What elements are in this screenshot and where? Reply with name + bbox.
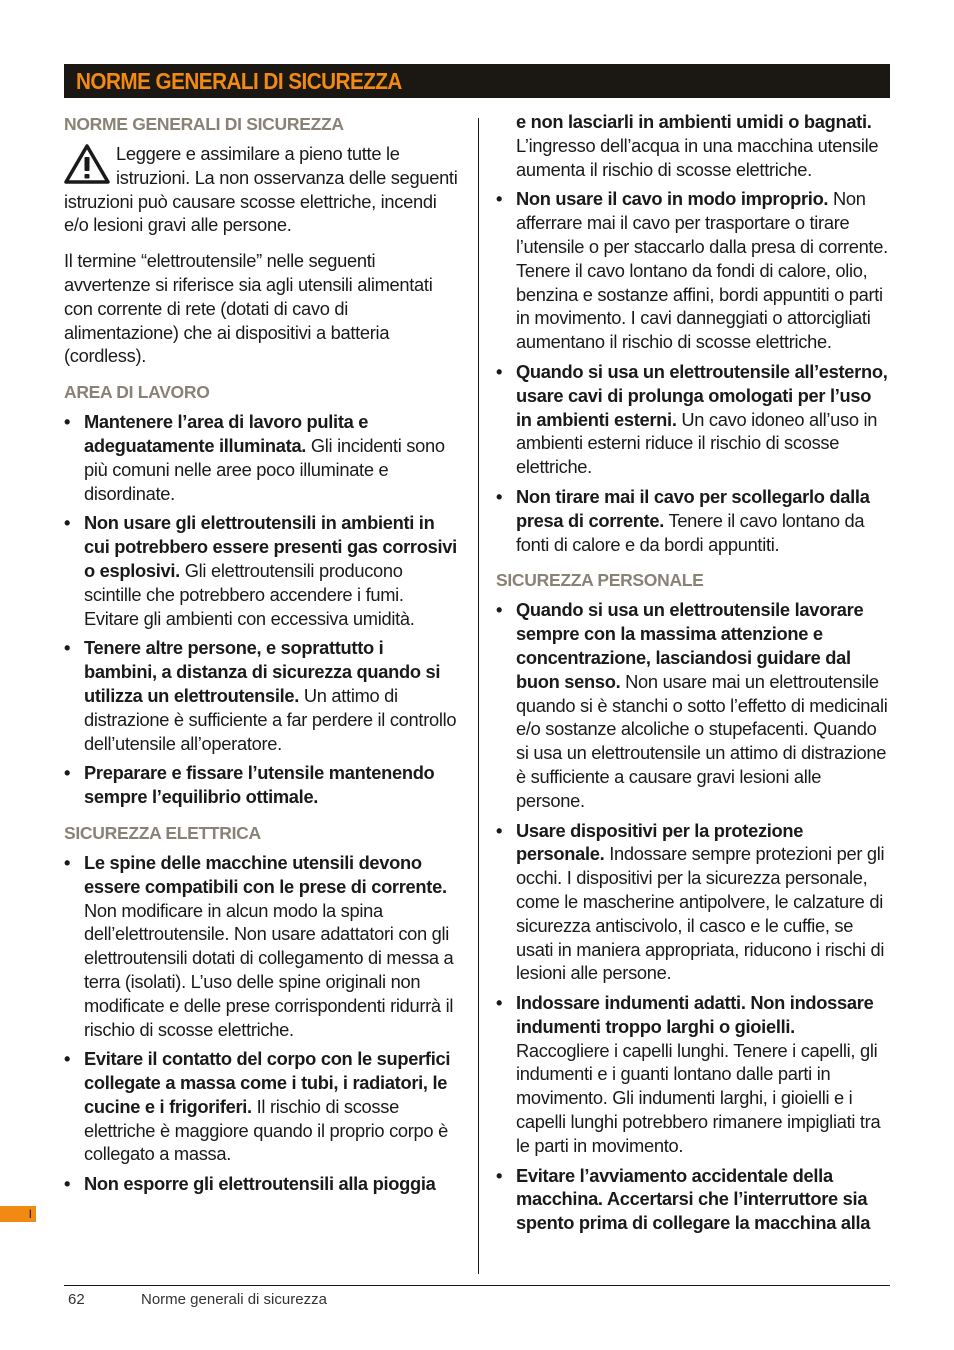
list-item — [64, 851, 458, 1041]
bullet-icon: • — [496, 188, 503, 210]
footer-rule — [64, 1285, 890, 1286]
definition-paragraph: Il termine “elettroutensile” nelle seguenti avvertenze si riferisce sia agli utensili alimentati con corrente di rete (dotati di cavo di alimentazione) che ai dispositivi a batteria (cordless). — [64, 250, 433, 367]
item-bold: Evitare l’avviamento accidentale della macchina. Accertarsi che l’interruttore sia spento prima di collegare la macchina alla — [516, 1164, 871, 1234]
list-item — [496, 598, 888, 812]
section-heading-electrical: SICUREZZA ELETTRICA — [64, 822, 261, 843]
bullet-icon: • — [64, 1048, 71, 1070]
item-bold: Indossare indumenti adatti. Non indossare indumenti troppo larghi o gioielli. — [516, 992, 874, 1037]
footer-section-title: Norme generali di sicurezza — [141, 1291, 327, 1308]
list-item — [496, 819, 888, 986]
bullet-icon: • — [64, 637, 71, 659]
item-bold: Quando si usa un elettroutensile lavorare sempre con la massima attenzione e concentrazione, lasciandosi guidare dal buon senso. — [516, 599, 864, 692]
list-item — [64, 636, 458, 755]
list-item — [496, 1164, 888, 1235]
bullet-icon: • — [64, 762, 71, 784]
bullet-icon: • — [64, 512, 71, 534]
item-text: Non afferrare mai il cavo per trasportare o tirare l’utensile o per staccarlo dalla presa di corrente. Tenere il cavo lontano da fondi di calore, olio, benzina e sostanze affini, bordi appuntiti o parti in movimento. I cavi danneggiati o attorcigliati aumentano il rischio di scosse elettriche. — [516, 188, 888, 353]
item-bold: Usare dispositivi per la protezione personale. — [516, 819, 804, 865]
item-text: Non modificare in alcun modo la spina dell’elettroutensile. Non usare adattatori con gli elettroutensili dotati di collegamento di messa a terra (isolati). L’uso delle spine originali non modificate e delle prese corrispondenti ridurrà il rischio di scosse elettriche. — [84, 899, 454, 1040]
item-bold: Non tirare mai il cavo per scollegarlo dalla presa di corrente. — [516, 485, 870, 531]
item-bold: Non esporre gli elettroutensili alla pioggia — [84, 1173, 436, 1195]
list-item — [64, 511, 458, 630]
item-bold: Le spine delle macchine utensili devono essere compatibili con le prese di corrente. — [84, 851, 447, 897]
list-item — [64, 761, 458, 809]
language-tab — [0, 1206, 36, 1222]
bullet-icon: • — [496, 819, 503, 841]
bullet-icon: • — [64, 851, 71, 873]
item-bold: Preparare e fissare l’utensile mantenendo sempre l’equilibrio ottimale. — [84, 762, 435, 808]
bullet-icon: • — [496, 360, 503, 382]
section-heading-personal: SICUREZZA PERSONALE — [496, 570, 704, 591]
list-item — [496, 187, 888, 354]
electrical-list-continued — [496, 187, 888, 556]
bullet-icon: • — [496, 599, 503, 621]
section-heading-general: NORME GENERALI DI SICUREZZA — [64, 114, 344, 134]
list-item — [64, 1172, 458, 1196]
item-bold: Mantenere l’area di lavoro pulita e adeguatamente illuminata. — [84, 411, 369, 456]
bullet-icon: • — [496, 1164, 503, 1186]
continued-item — [496, 110, 888, 181]
list-item — [64, 1047, 458, 1166]
warning-paragraph — [64, 142, 458, 237]
bullet-icon: • — [496, 992, 503, 1014]
list-item — [496, 991, 888, 1158]
section-heading-work-area: AREA DI LAVORO — [64, 382, 210, 403]
work-area-list — [64, 410, 458, 809]
item-text: Gli elettroutensili producono scintille che potrebbero accendere i fumi. Evitare gli ambienti con eccessiva umidità. — [84, 559, 415, 629]
electrical-list — [64, 851, 458, 1196]
item-bold: Non usare gli elettroutensili in ambienti in cui potrebbero essere presenti gas corrosivi o esplosivi. — [84, 512, 457, 581]
item-bold: Tenere altre persone, e soprattutto i bambini, a distanza di sicurezza quando si utilizza un elettroutensile. — [84, 637, 441, 706]
bullet-icon: • — [64, 411, 71, 433]
item-text: Indossare sempre protezioni per gli occhi. I dispositivi per la sicurezza personale, come le mascherine antipolvere, le calzature di sicurezza antiscivolo, il casco e le cuffie, se usati in maniera appropriata, riducono i rischi di lesioni alle persone. — [516, 843, 885, 984]
language-tab-label: I — [28, 1207, 32, 1221]
list-item — [64, 410, 458, 505]
item-bold: Non usare il cavo in modo improprio. — [516, 188, 829, 210]
list-item — [496, 485, 888, 556]
list-item — [496, 360, 888, 479]
item-text: Un attimo di distrazione è sufficiente a far perdere il controllo dell’utensile all’operatore. — [84, 684, 457, 754]
item-text: Tenere il cavo lontano da fonti di calore e da bordi appuntiti. — [516, 509, 865, 555]
item-text: Non usare mai un elettroutensile quando si è stanchi o sotto l’effetto di medicinali e/o sostanze alcoliche o stupefacenti. Quando si usa un elettroutensile un attimo di distrazione è sufficiente a causare gravi lesioni alle persone. — [516, 670, 888, 811]
title-bar — [64, 64, 890, 98]
bullet-icon: • — [64, 1173, 71, 1195]
page-number: 62 — [68, 1291, 85, 1308]
item-text: L’ingresso dell’acqua in una macchina utensile aumenta il rischio di scosse elettriche. — [516, 134, 879, 180]
column-divider — [478, 118, 479, 1274]
item-text: Il rischio di scosse elettriche è maggiore quando il proprio corpo è collegato a massa. — [84, 1095, 448, 1165]
item-text: Raccogliere i capelli lunghi. Tenere i capelli, gli indumenti e i guanti lontano dalle parti in movimento. Gli indumenti larghi, i gioielli e i capelli lunghi potrebbero rimanere impigliati tra le parti in movimento. — [516, 1039, 881, 1156]
left-column — [64, 110, 458, 1202]
personal-list — [496, 598, 888, 1235]
item-bold: Evitare il contatto del corpo con le superfici collegate a massa come i tubi, i radiatori, le cucine e i frigoriferi. — [84, 1048, 451, 1117]
bullet-icon: • — [496, 485, 503, 507]
item-text: Un cavo idoneo all’uso in ambienti esterni riduce il rischio di scosse elettriche. — [516, 408, 878, 478]
item-text: Gli incidenti sono più comuni nelle aree poco illuminate e disordinate. — [84, 434, 445, 504]
warning-text: Leggere e assimilare a pieno tutte le istruzioni. La non osservanza delle seguenti istruzioni può causare scosse elettriche, incendi e/o lesioni gravi alle persone. — [64, 143, 458, 236]
item-bold: Quando si usa un elettroutensile all’esterno, usare cavi di prolunga omologati per l’uso in ambienti esterni. — [516, 360, 888, 430]
page-title: NORME GENERALI DI SICUREZZA — [76, 67, 402, 94]
item-bold: e non lasciarli in ambienti umidi o bagnati. — [516, 111, 872, 132]
warning-triangle-icon — [64, 144, 110, 184]
right-column — [496, 110, 888, 1241]
